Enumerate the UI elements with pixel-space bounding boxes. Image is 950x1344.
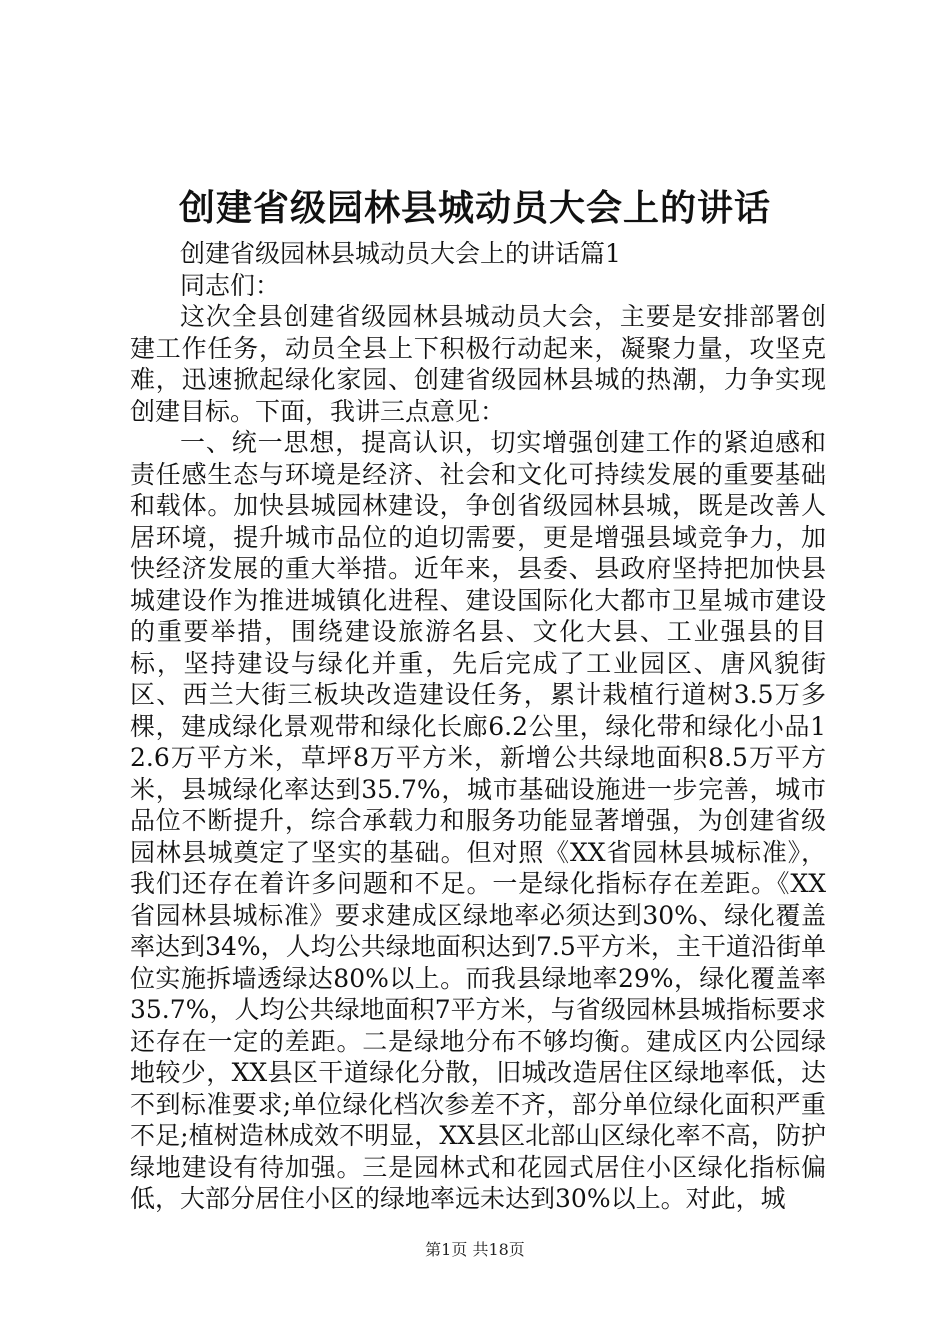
salutation: 同志们：: [180, 270, 281, 300]
document-title: 创建省级园林县城动员大会上的讲话: [178, 187, 771, 229]
document-body: [130, 238, 826, 1215]
document-subtitle: 创建省级园林县城动员大会上的讲话篇1: [180, 239, 621, 268]
page-number: 第1页 共18页: [425, 1240, 525, 1259]
paragraph-section-one: 一、统一思想，提高认识，切实增强创建工作的紧迫感和责任感生态与环境是经济、社会和文化可持续发展的重要基础和载体。加快县城园林建设，争创省级园林县城，既是改善人居环境，提升城市品位的迫切需要，更是增强县域竞争力，加快经济发展的重大举措。近年来，县委、县政府坚持把加快县城建设作为推进城镇化进程、建设国际化大都市卫星城市建设的重要举措，围绕建设旅游名县、文化大县、工业强县的目标，坚持建设与绿化并重，先后完成了工业园区、唐风貌街区、西兰大街三板块改造建设任务，累计栽植行道树3.5万多棵，建成绿化景观带和绿化长廊6.2公里，绿化带和绿化小品12.6万平方米，草坪8万平方米，新增公共绿地面积8.5万平方米，县城绿化率达到35.7%，城市基础设施进一步完善，城市品位不断提升，综合承载力和服务功能显著增强，为创建省级园林县城奠定了坚实的基础。但对照《XX省园林县城标准》，我们还存在着许多问题和不足。一是绿化指标存在差距。《XX省园林县城标准》要求建成区绿地率必须达到30%、绿化覆盖率达到34%，人均公共绿地面积达到7.5平方米，主干道沿街单位实施拆墙透绿达80%以上。而我县绿地率29%，绿化覆盖率35.7%，人均公共绿地面积7平方米，与省级园林县城指标要求还存在一定的差距。二是绿地分布不够均衡。建成区内公园绿地较少，XX县区干道绿化分散，旧城改造居住区绿地率低，达不到标准要求;单位绿化档次参差不齐，部分单位绿化面积严重不足;植树造林成效不明显，XX县区北部山区绿化率不高，防护绿地建设有待加强。三是园林式和花园式居住小区绿化指标偏低，大部分居住小区的绿地率远未达到30%以上。对此，城: [130, 428, 826, 1213]
paragraph-intro: 这次全县创建省级园林县城动员大会，主要是安排部署创建工作任务，动员全县上下积极行动起来，凝聚力量，攻坚克难，迅速掀起绿化家园、创建省级园林县城的热潮，力争实现创建目标。下面，我讲三点意见：: [130, 302, 826, 426]
